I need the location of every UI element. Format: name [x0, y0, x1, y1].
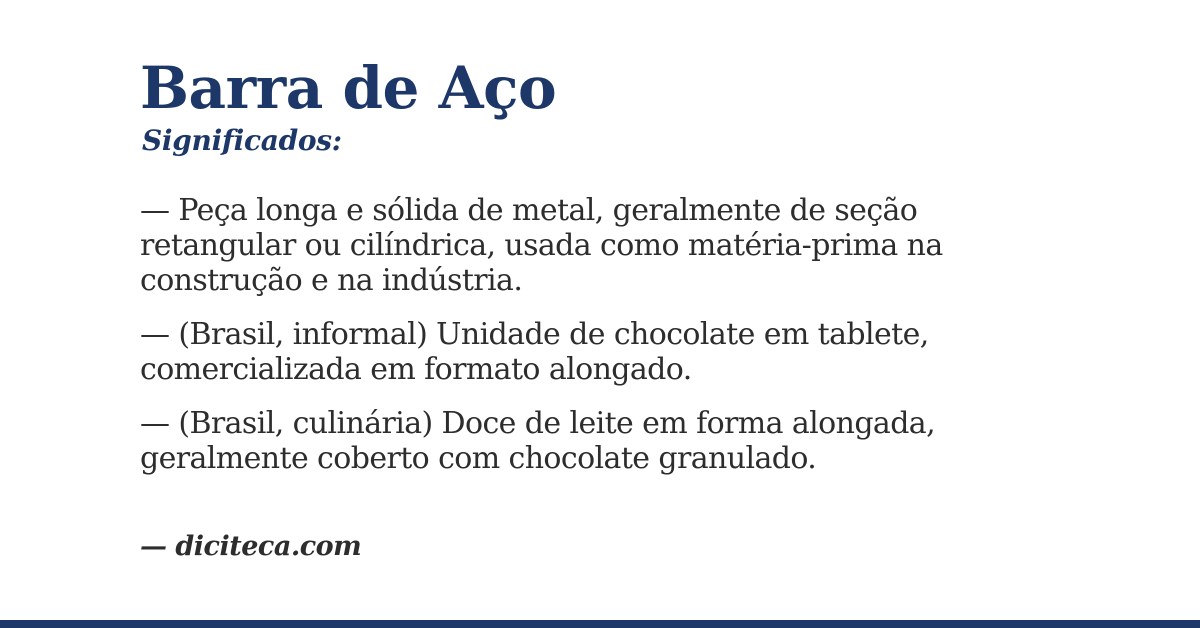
meanings-subtitle: Significados: — [142, 123, 342, 157]
definition-line: — (Brasil, culinária) Doce de leite em forma alongada, — [140, 405, 936, 441]
card-content — [140, 56, 1070, 495]
source-attribution: — diciteca.com — [140, 531, 362, 562]
definition-item-1 — [140, 193, 1070, 298]
definition-line: retangular ou cilíndrica, usada como matéria-prima na — [140, 227, 943, 263]
definition-line: geralmente coberto com chocolate granulado. — [140, 440, 817, 476]
brand-bottom-bar — [0, 620, 1200, 628]
definition-line: construção e na indústria. — [140, 262, 523, 298]
definitions-list — [140, 193, 1070, 476]
definition-item-3 — [140, 406, 1070, 476]
definition-line: comercializada em formato alongado. — [140, 351, 692, 387]
definition-line: — (Brasil, informal) Unidade de chocolate em tablete, — [140, 316, 929, 352]
definition-item-2 — [140, 317, 1070, 387]
page-title: Barra de Aço — [140, 54, 557, 122]
definition-line: — Peça longa e sólida de metal, geralmente de seção — [140, 192, 918, 228]
